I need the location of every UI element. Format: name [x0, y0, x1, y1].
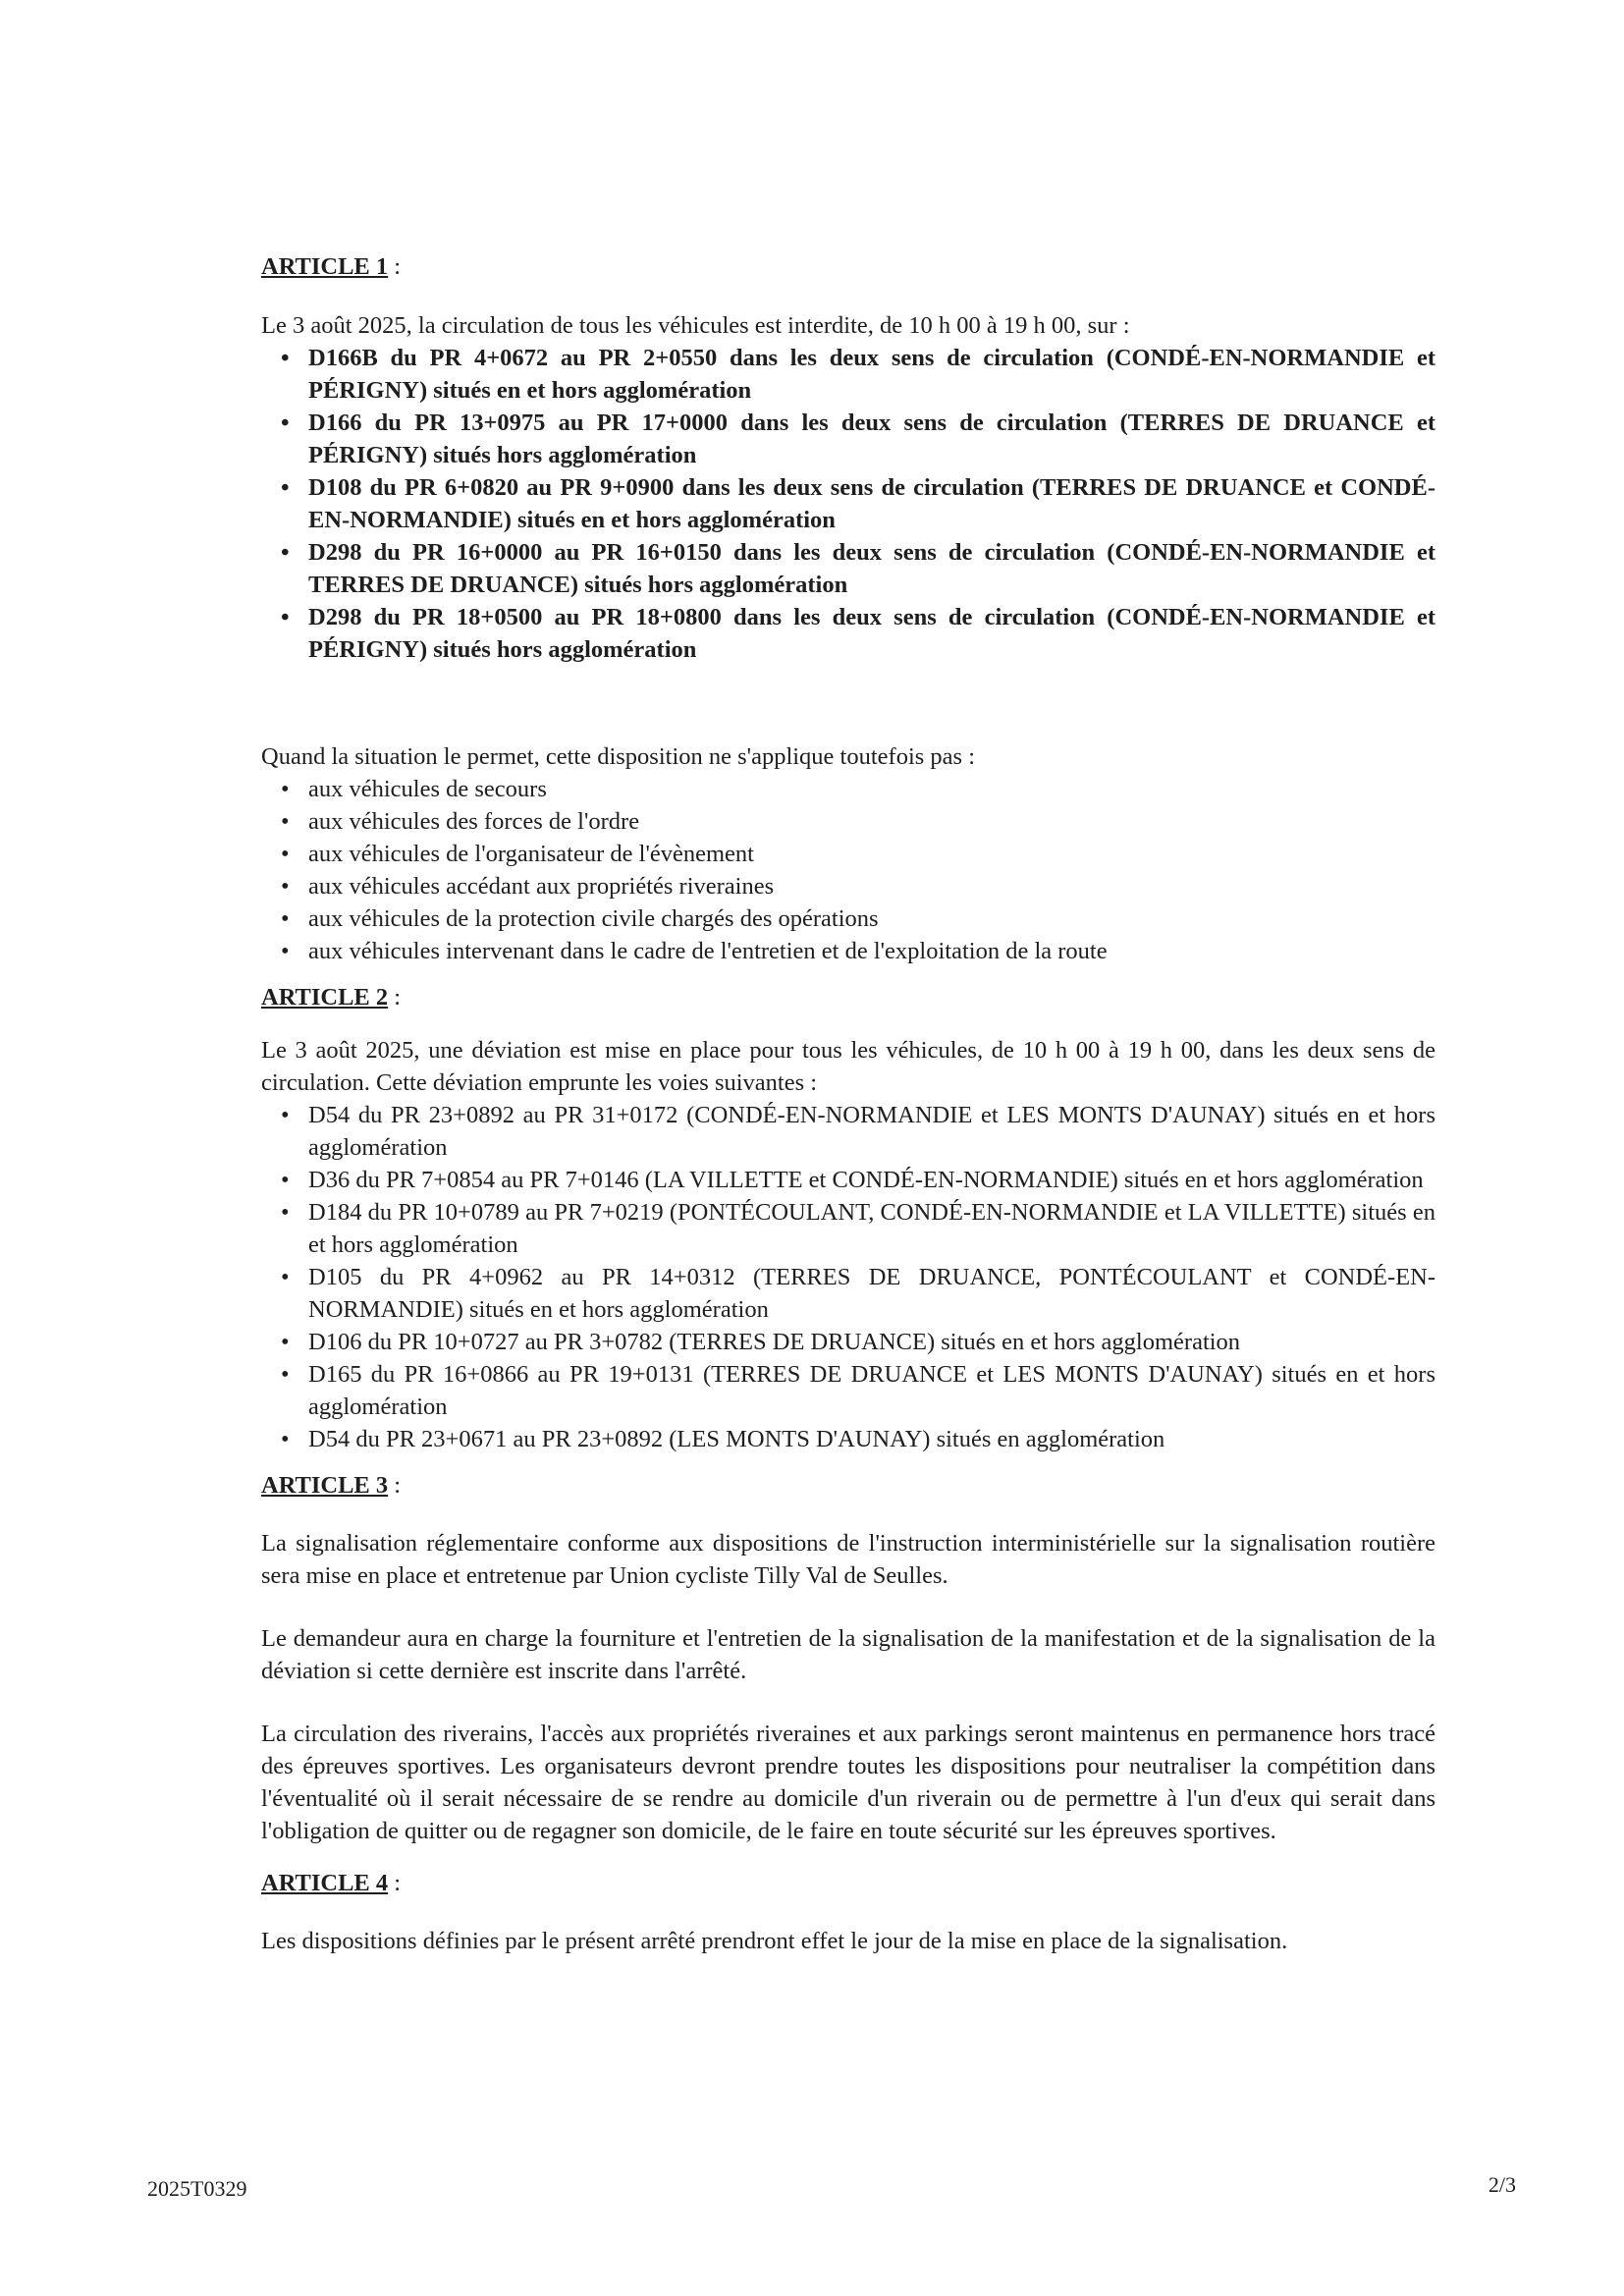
- exception-item: • aux véhicules intervenant dans le cadre de l'entretien et de l'exploitation de la route: [308, 935, 1435, 967]
- closed-road-item: • D298 du PR 16+0000 au PR 16+0150 dans les deux sens de circulation (CONDÉ-EN-NORMANDIE et TERRES DE DRUANCE) situés hors agglomération: [308, 536, 1435, 601]
- exception-item: • aux véhicules accédant aux propriétés riveraines: [308, 870, 1435, 902]
- article-3-heading: ARTICLE 3 :: [261, 1469, 1435, 1502]
- closed-road-item: • D298 du PR 18+0500 au PR 18+0800 dans les deux sens de circulation (CONDÉ-EN-NORMANDIE et PÉRIGNY) situés hors agglomération: [308, 601, 1435, 666]
- detour-road-item: • D184 du PR 10+0789 au PR 7+0219 (PONTÉCOULANT, CONDÉ-EN-NORMANDIE et LA VILLETTE) situés en et hors agglomération: [308, 1196, 1435, 1261]
- article-1-title: ARTICLE 1: [261, 253, 389, 280]
- page-number: 2/3: [1488, 2172, 1516, 2197]
- article-4-title: ARTICLE 4: [261, 1870, 389, 1896]
- article-1-road-list: [261, 342, 1435, 666]
- article-1-intro: Le 3 août 2025, la circulation de tous les véhicules est interdite, de 10 h 00 à 19 h 00, sur :: [261, 312, 1130, 339]
- exception-item: • aux véhicules de l'organisateur de l'évènement: [308, 838, 1435, 870]
- exception-item: • aux véhicules de secours: [308, 773, 1435, 805]
- article-3-paragraph-1: La signalisation réglementaire conforme aux dispositions de l'instruction interministérielle sur la signalisation routière sera mise en place et entretenue par Union cycliste Tilly Val de Seulles.: [261, 1530, 1435, 1589]
- detour-road-item: • D165 du PR 16+0866 au PR 19+0131 (TERRES DE DRUANCE et LES MONTS D'AUNAY) situés en et hors agglomération: [308, 1358, 1435, 1423]
- article-1-heading: ARTICLE 1 :: [261, 250, 1435, 283]
- closed-road-item: • D166B du PR 4+0672 au PR 2+0550 dans les deux sens de circulation (CONDÉ-EN-NORMANDIE et PÉRIGNY) situés en et hors agglomération: [308, 342, 1435, 407]
- detour-road-item: • D36 du PR 7+0854 au PR 7+0146 (LA VILLETTE et CONDÉ-EN-NORMANDIE) situés en et hors agglomération: [308, 1164, 1435, 1196]
- exceptions-list: [261, 773, 1435, 967]
- exception-item: • aux véhicules des forces de l'ordre: [308, 805, 1435, 838]
- article-4-heading: ARTICLE 4 :: [261, 1867, 1435, 1899]
- document-reference: 2025T0329: [147, 2176, 247, 2201]
- article-2-intro: Le 3 août 2025, une déviation est mise en place pour tous les véhicules, de 10 h 00 à 19 h 00, dans les deux sens de circulation. Cette déviation emprunte les voies suivantes :: [261, 1037, 1435, 1096]
- closed-road-item: • D108 du PR 6+0820 au PR 9+0900 dans les deux sens de circulation (TERRES DE DRUANCE et CONDÉ-EN-NORMANDIE) situés en et hors agglomération: [308, 471, 1435, 536]
- article-4-paragraph: Les dispositions définies par le présent arrêté prendront effet le jour de la mise en place de la signalisation.: [261, 1928, 1288, 1954]
- closed-road-item: • D166 du PR 13+0975 au PR 17+0000 dans les deux sens de circulation (TERRES DE DRUANCE et PÉRIGNY) situés hors agglomération: [308, 407, 1435, 471]
- article-2-title: ARTICLE 2: [261, 984, 389, 1011]
- exceptions-intro: Quand la situation le permet, cette disposition ne s'applique toutefois pas :: [261, 743, 976, 770]
- detour-road-item: • D106 du PR 10+0727 au PR 3+0782 (TERRES DE DRUANCE) situés en et hors agglomération: [308, 1326, 1435, 1358]
- detour-road-item: • D54 du PR 23+0671 au PR 23+0892 (LES MONTS D'AUNAY) situés en agglomération: [308, 1423, 1435, 1455]
- detour-road-item: • D54 du PR 23+0892 au PR 31+0172 (CONDÉ-EN-NORMANDIE et LES MONTS D'AUNAY) situés en et hors agglomération: [308, 1099, 1435, 1164]
- article-3-title: ARTICLE 3: [261, 1472, 389, 1499]
- detour-road-item: • D105 du PR 4+0962 au PR 14+0312 (TERRES DE DRUANCE, PONTÉCOULANT et CONDÉ-EN-NORMANDIE) situés en et hors agglomération: [308, 1261, 1435, 1326]
- article-3-paragraph-2: Le demandeur aura en charge la fourniture et l'entretien de la signalisation de la manifestation et de la signalisation de la déviation si cette dernière est inscrite dans l'arrêté.: [261, 1625, 1435, 1684]
- exception-item: • aux véhicules de la protection civile chargés des opérations: [308, 902, 1435, 935]
- article-3-paragraph-3: La circulation des riverains, l'accès aux propriétés riveraines et aux parkings seront maintenus en permanence hors tracé des épreuves sportives. Les organisateurs devront prendre toutes les dispositions pour neutraliser la compétition dans l'éventualité où il serait nécessaire de se rendre au domicile d'un riverain ou de permettre à l'un d'eux qui serait dans l'obligation de quitter ou de regagner son domicile, de le faire en toute sécurité sur les épreuves sportives.: [261, 1721, 1435, 1844]
- article-2-heading: ARTICLE 2 :: [261, 981, 1435, 1013]
- article-2-road-list: [261, 1099, 1435, 1455]
- document-body: [261, 250, 1435, 1957]
